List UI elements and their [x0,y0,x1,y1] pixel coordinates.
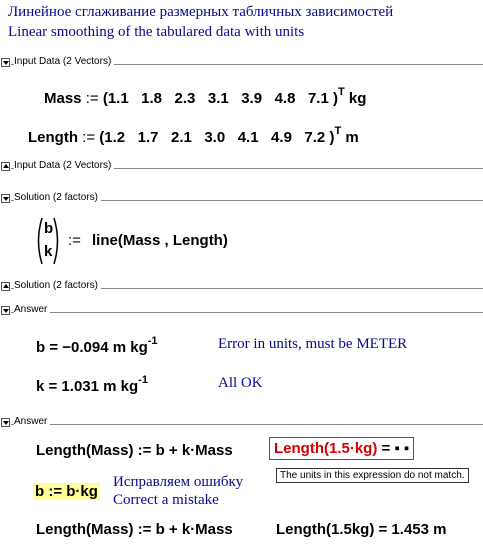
assign-operator: := [85,90,99,107]
b-result-text: b = −0.094 m kg [36,339,148,356]
transpose-mark: T [337,86,345,98]
k-result[interactable] [36,374,148,395]
k-exponent: -1 [138,374,148,386]
error-expression-box[interactable] [269,437,414,460]
collapse-arrow-icon[interactable] [1,306,10,315]
region-label: Answer [14,304,50,315]
k-ok-note: All OK [218,375,263,391]
paren-close: ) [332,90,338,107]
vector-b: b [44,220,54,237]
b-redefinition[interactable]: b := b·kg [35,483,98,500]
line-function-call: line(Mass , Length) [92,232,228,249]
b-error-note: Error in units, must be METER [218,336,408,352]
mass-unit: kg [348,90,367,107]
region-label: Input Data (2 Vectors) [14,56,114,67]
transpose-mark: T [334,125,342,137]
region-divider [11,312,483,313]
region-label: Solution (2 factors) [14,192,101,203]
collapse-arrow-icon[interactable] [1,418,10,427]
length-variable: Length [28,129,78,146]
b-exponent: -1 [147,335,158,347]
k-result-text: k = 1.031 m kg [36,378,139,395]
mass-values: 1.1 1.8 2.3 3.1 3.9 4.8 7.1 [107,90,329,107]
region-answer1-header[interactable] [0,305,483,319]
region-divider [11,424,483,425]
worksheet-title-ru: Линейное сглаживание размерных табличных зависимостей [8,4,394,20]
length-evaluation-result[interactable]: Length(1.5kg) = 1.453 m [276,521,447,538]
region-input-data-header[interactable] [0,57,483,71]
length-unit: m [345,129,359,146]
collapse-arrow-icon[interactable] [1,194,10,203]
assign-operator: := [68,232,81,249]
length-function-definition-2[interactable]: Length(Mass) := b + k·Mass [36,521,233,538]
paren-open: ( [102,90,108,107]
paren-open: ( [99,129,105,146]
worksheet-title-en: Linear smoothing of the tabulared data with units [8,24,305,40]
region-label: Input Data (2 Vectors) [14,160,114,171]
length-definition[interactable] [28,125,359,146]
region-label: Solution (2 factors) [14,280,101,291]
mass-variable: Mass [44,90,82,107]
length-values: 1.2 1.7 2.1 3.0 4.1 4.9 7.2 [104,129,326,146]
assign-operator: := [82,129,96,146]
error-expression: Length(1.5·kg) [274,440,378,457]
paren-close: ) [329,129,335,146]
expand-arrow-icon[interactable] [1,282,10,291]
b-result[interactable] [36,335,158,356]
fix-note-ru: Исправляем ошибку [113,474,244,490]
length-function-definition-1[interactable]: Length(Mass) := b + k·Mass [36,442,233,459]
region-solution-footer[interactable] [0,281,483,295]
region-input-data-footer[interactable] [0,161,483,175]
expand-arrow-icon[interactable] [1,162,10,171]
region-answer2-header[interactable] [0,417,483,431]
collapse-arrow-icon[interactable] [1,58,10,67]
vector-k: k [44,243,53,260]
region-label: Answer [14,416,50,427]
mass-definition[interactable] [44,86,367,107]
error-placeholder: = ▪ ▪ [381,440,410,457]
units-mismatch-tooltip: The units in this expression do not match. [276,468,469,483]
region-solution-header[interactable] [0,193,483,207]
fix-note-en: Correct a mistake [113,492,219,508]
